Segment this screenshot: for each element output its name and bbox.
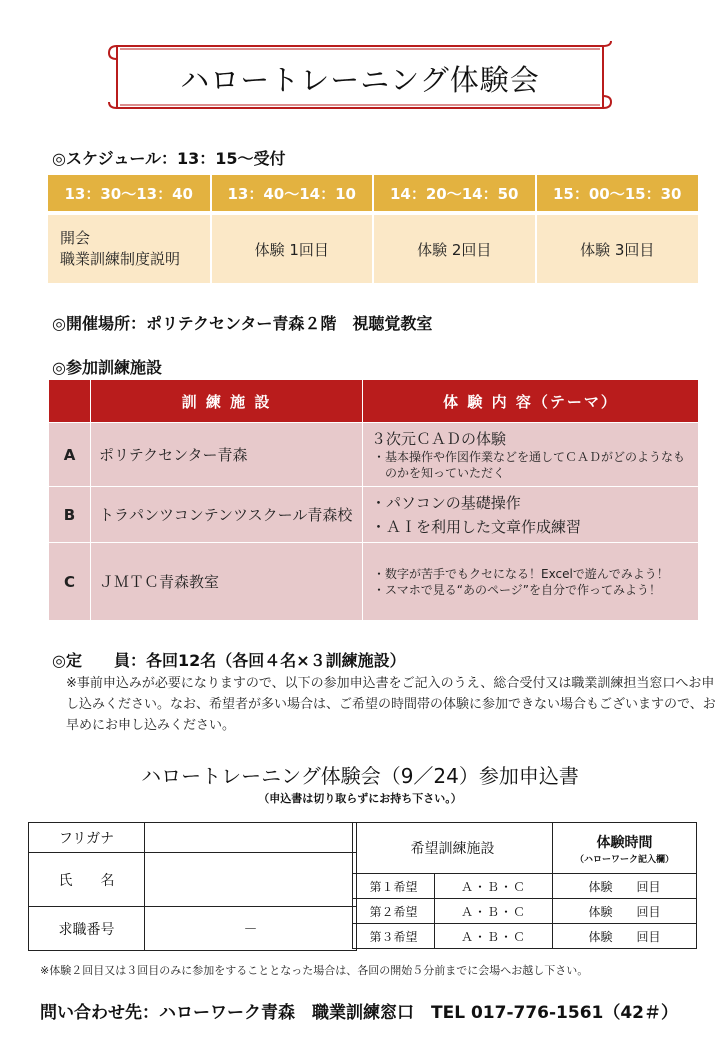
preference-table — [352, 822, 697, 949]
facility-letter: C — [49, 543, 91, 621]
preference-label: 第２希望 — [353, 899, 435, 924]
schedule-time-1: 13：30～13：40 — [48, 175, 211, 213]
name-row — [29, 853, 357, 907]
preference-options[interactable]: Ａ・Ｂ・Ｃ — [435, 924, 553, 949]
facility-name: ポリテクセンター青森 — [91, 423, 363, 487]
preference-header-row — [353, 823, 697, 874]
name-label: 氏 名 — [29, 853, 145, 907]
facility-theme — [363, 487, 699, 543]
applicant-table — [28, 822, 357, 951]
facility-theme-line: ・ＡＩを利用した文章作成練習 — [371, 517, 582, 536]
preference-time: 体験 回目 — [553, 899, 697, 924]
preference-row-2 — [353, 899, 697, 924]
preference-time: 体験 回目 — [553, 874, 697, 899]
schedule-time-4: 15：00～15：30 — [536, 175, 699, 213]
preference-row-1 — [353, 874, 697, 899]
footnote: ※体験２回目又は３回目のみに参加をすることとなった場合は、各回の開始５分前までに会場へお越し下さい。 — [40, 964, 589, 977]
form-title: ハロートレーニング体験会（9／24）参加申込書 — [141, 764, 579, 788]
facility-theme-sub: ・基本操作や作図作業などを通してＣＡＤがどのようなものかを知っていただく — [373, 449, 686, 480]
furigana-row — [29, 823, 357, 853]
preference-time: 体験 回目 — [553, 924, 697, 949]
job-number-label: 求職番号 — [29, 907, 145, 951]
preference-label: 第３希望 — [353, 924, 435, 949]
schedule-item-1-line2: 職業訓練制度説明 — [60, 250, 181, 268]
title-banner — [105, 40, 615, 115]
schedule-body-row — [48, 213, 698, 283]
venue-heading: ◎開催場所：ポリテクセンター青森２階 視聴覚教室 — [52, 314, 433, 333]
facilities-col-facility: 訓 練 施 設 — [91, 380, 363, 423]
schedule-item-2: 体験 1回目 — [211, 213, 374, 283]
facility-row-a — [49, 423, 699, 487]
facilities-heading: ◎参加訓練施設 — [52, 358, 162, 377]
furigana-field[interactable] — [145, 823, 357, 853]
preference-options[interactable]: Ａ・Ｂ・Ｃ — [435, 874, 553, 899]
facility-row-b — [49, 487, 699, 543]
page-title: ハロートレーニング体験会 — [180, 63, 540, 97]
furigana-label: フリガナ — [29, 823, 145, 853]
schedule-time-2: 13：40～14：10 — [211, 175, 374, 213]
job-number-field[interactable]: － — [145, 907, 357, 951]
capacity-heading: ◎定 員：各回12名（各回４名×３訓練施設） — [52, 651, 406, 670]
facilities-header-row — [49, 380, 699, 423]
schedule-item-3: 体験 2回目 — [373, 213, 536, 283]
facility-theme-line: ・パソコンの基礎操作 — [371, 493, 521, 512]
time-header-note: （ハローワーク記入欄） — [574, 854, 674, 865]
facilities-table — [48, 379, 699, 621]
job-number-row — [29, 907, 357, 951]
schedule-item-4: 体験 3回目 — [536, 213, 699, 283]
schedule-heading: ◎スケジュール：13：15～受付 — [52, 149, 286, 168]
facility-letter: A — [49, 423, 91, 487]
notice-text: ※事前申込みが必要になりますので、以下の参加申込書をご記入のうえ、総合受付又は職業訓練担当窓口へお申し込みください。なお、希望者が多い場合は、ご希望の時間帯の体験に参加できない場合もございますので、お早めにお申し込みください。 — [66, 676, 716, 733]
facility-theme — [363, 423, 699, 487]
facilities-col-theme: 体 験 内 容（テーマ） — [363, 380, 699, 423]
facility-name: ＪＭＴＣ青森教室 — [91, 543, 363, 621]
time-header: 体験時間 — [596, 834, 653, 851]
facility-theme-sub: ・数字が苦手でもクセになる！Excelで遊んでみよう！ — [373, 566, 669, 581]
schedule-header-row — [48, 175, 698, 213]
facilities-header-blank — [49, 380, 91, 423]
facility-theme — [363, 543, 699, 621]
form-note: （申込書は切り取らずにお持ち下さい。） — [258, 792, 462, 805]
contact-info: 問い合わせ先：ハローワーク青森 職業訓練窓口 TEL 017-776-1561（42＃） — [40, 1003, 679, 1023]
facility-theme-sub: ・スマホで見る“あのページ”を自分で作ってみよう！ — [373, 582, 661, 597]
facility-header: 希望訓練施設 — [353, 823, 553, 874]
schedule-table — [48, 175, 698, 283]
time-header-cell — [553, 823, 697, 874]
facility-theme-main: ３次元ＣＡＤの体験 — [371, 429, 507, 448]
facility-row-c — [49, 543, 699, 621]
schedule-item-1-line1: 開会 — [60, 229, 91, 247]
schedule-time-3: 14：20～14：50 — [373, 175, 536, 213]
facility-name: トラパンツコンテンツスクール青森校 — [91, 487, 363, 543]
name-field[interactable] — [145, 853, 357, 907]
preference-row-3 — [353, 924, 697, 949]
preference-options[interactable]: Ａ・Ｂ・Ｃ — [435, 899, 553, 924]
facility-letter: B — [49, 487, 91, 543]
schedule-item-1 — [48, 213, 211, 283]
preference-label: 第１希望 — [353, 874, 435, 899]
